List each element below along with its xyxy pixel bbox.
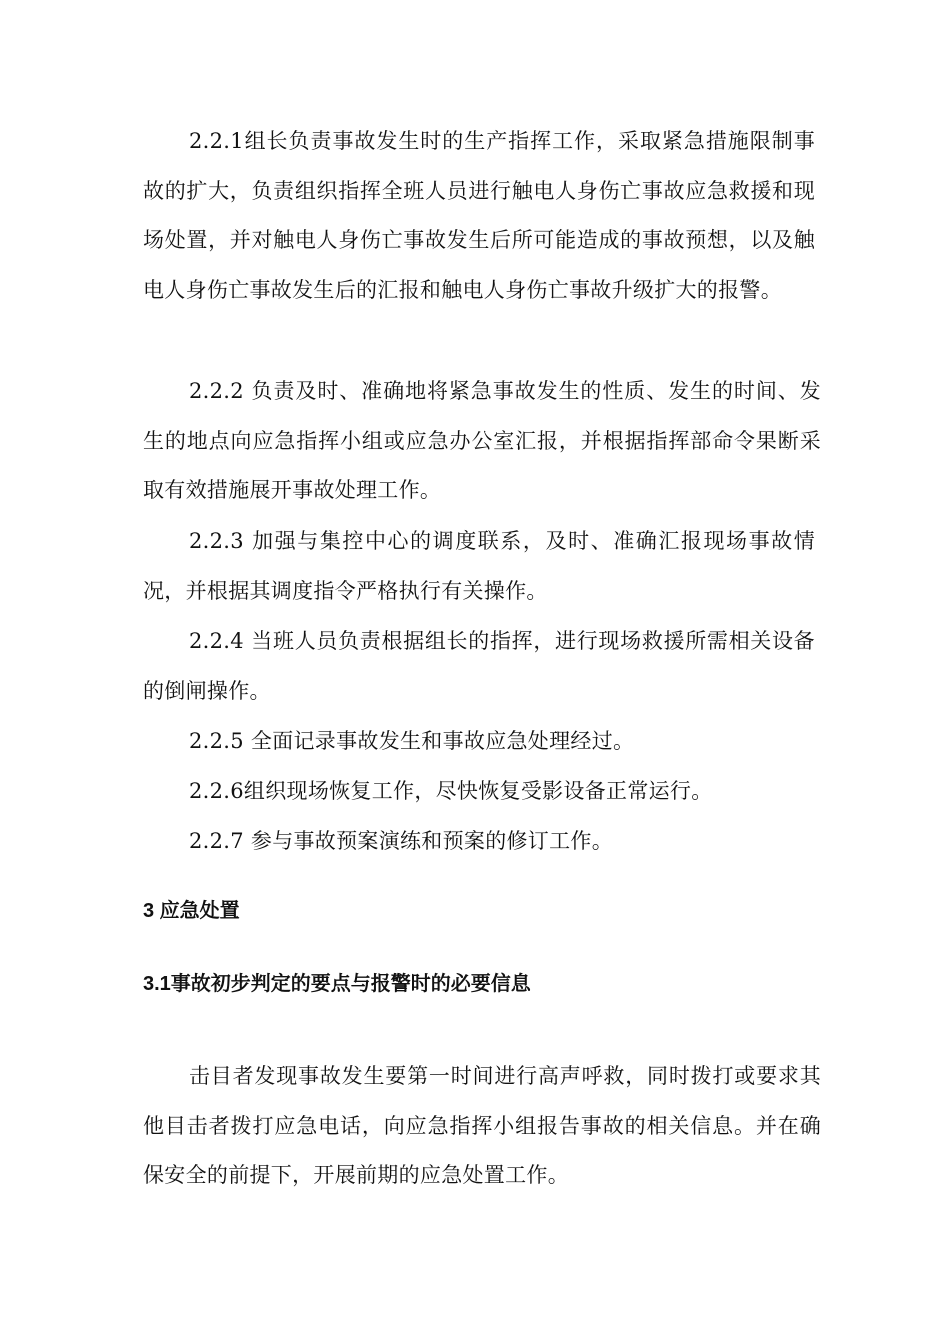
paragraph-2-2-5: 2.2.5 全面记录事故发生和事故应急处理经过。 (189, 729, 635, 753)
paragraph-2-2-1: 2.2.1组长负责事故发生时的生产指挥工作，采取紧急措施限制事故的扩大，负责组织指挥全班人员进行触电人身伤亡事故应急救援和现场处置，并对触电人身伤亡事故发生后所可能造成的事故预想，以及触电人身伤亡事故发生后的汇报和触电人身伤亡事故升级扩大的报警。 (143, 129, 815, 302)
heading-section-3: 3 应急处置 (143, 900, 240, 922)
paragraph-3-1: 击目者发现事故发生要第一时间进行高声呼救，同时拨打或要求其他目击者拨打应急电话，向应急指挥小组报告事故的相关信息。并在确保安全的前提下，开展前期的应急处置工作。 (143, 1064, 821, 1187)
paragraph-2-2-6: 2.2.6组织现场恢复工作，尽快恢复受影设备正常运行。 (189, 779, 713, 803)
paragraph-2-2-2: 2.2.2 负责及时、准确地将紧急事故发生的性质、发生的时间、发生的地点向应急指挥小组或应急办公室汇报，并根据指挥部命令果断采取有效措施展开事故处理工作。 (143, 379, 821, 502)
heading-section-3-1: 3.1事故初步判定的要点与报警时的必要信息 (143, 973, 531, 995)
paragraph-2-2-3: 2.2.3 加强与集控中心的调度联系，及时、准确汇报现场事故情况，并根据其调度指令严格执行有关操作。 (143, 529, 815, 603)
paragraph-2-2-4: 2.2.4 当班人员负责根据组长的指挥，进行现场救援所需相关设备的倒闸操作。 (143, 629, 815, 703)
paragraph-2-2-7: 2.2.7 参与事故预案演练和预案的修订工作。 (189, 829, 614, 853)
